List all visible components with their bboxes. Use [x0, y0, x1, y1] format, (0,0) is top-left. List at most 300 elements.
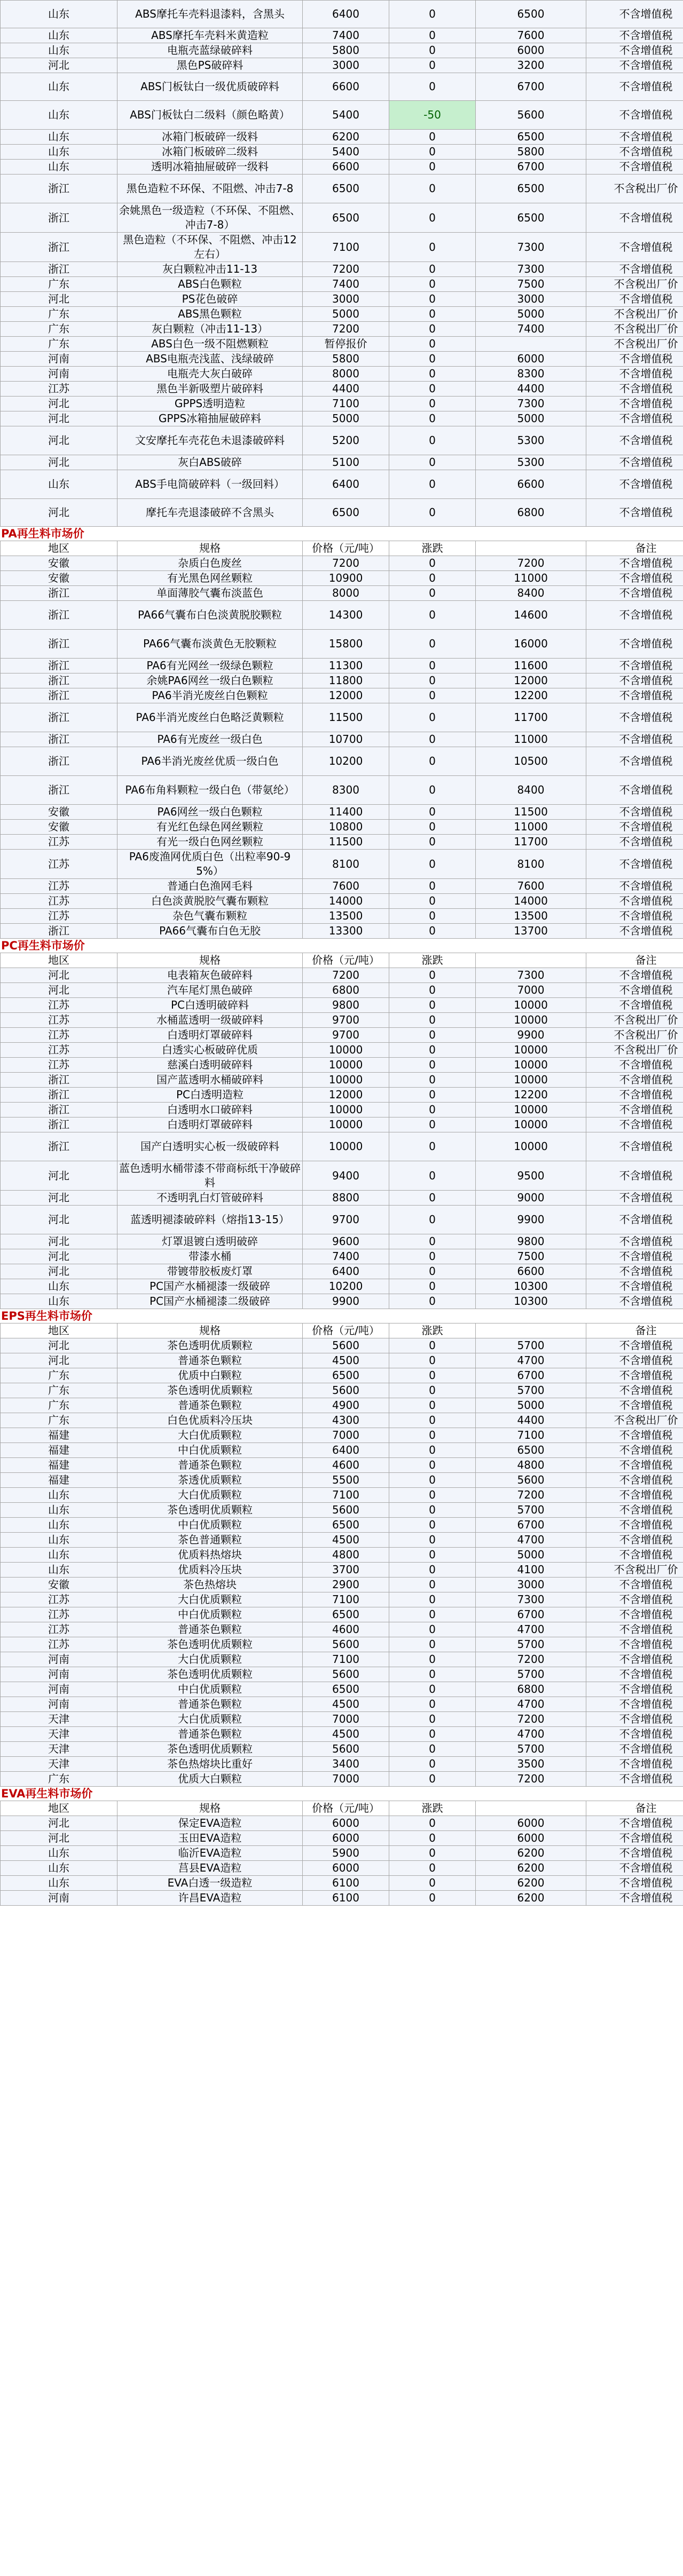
table-row: [1, 1578, 683, 1592]
table-row: [1, 1353, 683, 1368]
cell-price: 7400: [303, 1249, 389, 1264]
cell-note: 不含增值税: [586, 835, 683, 850]
cell-region: 山东: [1, 1294, 117, 1309]
cell-price: 11500: [303, 703, 389, 732]
cell-region: 浙江: [1, 924, 117, 939]
cell-price: 5800: [303, 352, 389, 367]
cell-change: 0: [389, 397, 476, 411]
cell-change: 0: [389, 1043, 476, 1058]
cell-change: 0: [389, 1622, 476, 1637]
table-row: [1, 703, 683, 732]
cell-note: 不含增值税: [586, 747, 683, 776]
table-header-row: [1, 541, 683, 556]
cell-price: 4900: [303, 1398, 389, 1413]
cell-spec: GPPS冰箱抽屉破碎料: [117, 411, 303, 426]
cell-price: 3700: [303, 1563, 389, 1578]
cell-spec: 透明冰箱抽屉破碎一级料: [117, 160, 303, 175]
cell-spec: 大白优质颗粒: [117, 1712, 303, 1727]
cell-prev: 12000: [476, 673, 586, 688]
cell-prev: 10000: [476, 998, 586, 1013]
cell-prev: 8100: [476, 850, 586, 879]
cell-region: 江苏: [1, 382, 117, 397]
cell-region: 山东: [1, 160, 117, 175]
cell-change: 0: [389, 601, 476, 630]
cell-price: 5600: [303, 1637, 389, 1652]
cell-change: 0: [389, 175, 476, 203]
cell-region: 山东: [1, 1861, 117, 1876]
cell-change: 0: [389, 1294, 476, 1309]
cell-prev: 7300: [476, 262, 586, 277]
cell-spec: 茶色透明优质颗粒: [117, 1637, 303, 1652]
cell-price: 2900: [303, 1578, 389, 1592]
table-row: [1, 160, 683, 175]
cell-price: 10900: [303, 571, 389, 586]
cell-price: 12000: [303, 688, 389, 703]
cell-price: 暂停报价: [303, 337, 389, 352]
table-row: [1, 1637, 683, 1652]
cell-change: 0: [389, 1264, 476, 1279]
cell-prev: 12200: [476, 688, 586, 703]
cell-prev: 13500: [476, 909, 586, 924]
cell-prev: 10000: [476, 1058, 586, 1073]
cell-spec: 白透明灯罩破碎料: [117, 1028, 303, 1043]
table-row: [1, 998, 683, 1013]
cell-prev: 4700: [476, 1727, 586, 1742]
cell-note: 不含增值税: [586, 1249, 683, 1264]
cell-region: 天津: [1, 1712, 117, 1727]
cell-price: 6000: [303, 1816, 389, 1831]
section-title: EPS再生料市场价: [1, 1310, 92, 1322]
cell-region: 河北: [1, 1161, 117, 1191]
table-row: [1, 1742, 683, 1757]
table-row: [1, 1279, 683, 1294]
cell-note: 不含增值税: [586, 1772, 683, 1787]
cell-prev: 4700: [476, 1622, 586, 1637]
table-row: [1, 1458, 683, 1473]
table-row: [1, 397, 683, 411]
cell-spec: 茶色透明优质颗粒: [117, 1503, 303, 1518]
cell-note: 不含增值税: [586, 470, 683, 499]
cell-change: 0: [389, 382, 476, 397]
cell-note: 不含增值税: [586, 1876, 683, 1891]
cell-change: 0: [389, 1518, 476, 1533]
cell-prev: 4700: [476, 1697, 586, 1712]
cell-region: 福建: [1, 1473, 117, 1488]
cell-spec: ABS电瓶壳浅蓝、浅绿破碎: [117, 352, 303, 367]
table-row: [1, 850, 683, 879]
cell-spec: 大白优质颗粒: [117, 1592, 303, 1607]
cell-change: 0: [389, 233, 476, 262]
cell-note: 不含增值税: [586, 455, 683, 470]
cell-change: 0: [389, 1861, 476, 1876]
cell-prev: 11500: [476, 805, 586, 820]
table-row: [1, 1191, 683, 1206]
cell-price: 9700: [303, 1028, 389, 1043]
cell-change: 0: [389, 1488, 476, 1503]
cell-spec: 冰箱门板破碎二级料: [117, 145, 303, 160]
cell-prev: 5300: [476, 426, 586, 455]
cell-change: 0: [389, 1, 476, 28]
table-row: [1, 586, 683, 601]
cell-prev: 9000: [476, 1191, 586, 1206]
cell-region: 浙江: [1, 1132, 117, 1161]
cell-region: 河南: [1, 1667, 117, 1682]
cell-price: 6200: [303, 130, 389, 145]
cell-price: 5000: [303, 307, 389, 322]
cell-price: 6400: [303, 1264, 389, 1279]
table-row: [1, 1428, 683, 1443]
cell-note: 不含增值税: [586, 426, 683, 455]
cell-region: 江苏: [1, 1013, 117, 1028]
cell-change: 0: [389, 307, 476, 322]
cell-spec: PA6废渔网优质白色（出粒率90-95%）: [117, 850, 303, 879]
table-row: [1, 909, 683, 924]
cell-prev: 6000: [476, 43, 586, 58]
table-row: [1, 277, 683, 292]
cell-note: 不含增值税: [586, 1161, 683, 1191]
cell-spec: 大白优质颗粒: [117, 1488, 303, 1503]
cell-prev: 6700: [476, 1518, 586, 1533]
cell-spec: 灰白颗粒（冲击11-13）: [117, 322, 303, 337]
cell-price: 6500: [303, 1607, 389, 1622]
cell-prev: 6200: [476, 1891, 586, 1906]
cell-region: 河北: [1, 411, 117, 426]
cell-region: 江苏: [1, 879, 117, 894]
cell-price: 3000: [303, 292, 389, 307]
cell-spec: 茶色透明优质颗粒: [117, 1742, 303, 1757]
cell-price: 8800: [303, 1191, 389, 1206]
cell-change: 0: [389, 1831, 476, 1846]
cell-prev: 6000: [476, 352, 586, 367]
cell-region: 山东: [1, 1563, 117, 1578]
cell-spec: 大白优质颗粒: [117, 1652, 303, 1667]
cell-price: 3400: [303, 1757, 389, 1772]
cell-change: 0: [389, 1816, 476, 1831]
cell-change: 0: [389, 1458, 476, 1473]
cell-region: 山东: [1, 43, 117, 58]
table-row: [1, 470, 683, 499]
cell-prev: 5700: [476, 1667, 586, 1682]
cell-note: 不含增值税: [586, 130, 683, 145]
table-row: [1, 233, 683, 262]
cell-spec: 灯罩退镀白透明破碎: [117, 1234, 303, 1249]
cell-prev: 11000: [476, 732, 586, 747]
table-row: [1, 352, 683, 367]
table-row: [1, 1622, 683, 1637]
cell-price: 10000: [303, 1132, 389, 1161]
cell-change: 0: [389, 337, 476, 352]
cell-prev: 4700: [476, 1533, 586, 1548]
table-row: [1, 1682, 683, 1697]
cell-price: 10000: [303, 1073, 389, 1088]
header-change: 涨跌: [389, 541, 476, 556]
cell-region: 浙江: [1, 233, 117, 262]
header-prev: [476, 1323, 586, 1338]
cell-spec: 许昌EVA造粒: [117, 1891, 303, 1906]
cell-region: 河北: [1, 1206, 117, 1234]
cell-spec: 汽车尾灯黑色破碎: [117, 983, 303, 998]
cell-change: 0: [389, 1413, 476, 1428]
cell-note: 不含增值税: [586, 1831, 683, 1846]
cell-price: 7200: [303, 322, 389, 337]
cell-prev: 7000: [476, 983, 586, 998]
cell-note: 不含增值税: [586, 1652, 683, 1667]
cell-change: 0: [389, 894, 476, 909]
cell-spec: PC白透明造粒: [117, 1088, 303, 1103]
cell-region: 河北: [1, 1249, 117, 1264]
cell-price: 5400: [303, 145, 389, 160]
cell-region: 河南: [1, 367, 117, 382]
cell-note: 不含税出厂价: [586, 337, 683, 352]
cell-change: -50: [389, 101, 476, 130]
cell-spec: 普通茶色颗粒: [117, 1353, 303, 1368]
cell-price: 10000: [303, 1117, 389, 1132]
cell-region: 福建: [1, 1443, 117, 1458]
header-spec: 规格: [117, 1801, 303, 1816]
cell-prev: 7500: [476, 277, 586, 292]
cell-note: 不含增值税: [586, 1353, 683, 1368]
cell-spec: 电表箱灰色破碎料: [117, 968, 303, 983]
cell-spec: 保定EVA造粒: [117, 1816, 303, 1831]
cell-price: 6600: [303, 73, 389, 101]
cell-note: 不含增值税: [586, 968, 683, 983]
cell-spec: 优质大白颗粒: [117, 1772, 303, 1787]
cell-note: 不含增值税: [586, 1206, 683, 1234]
table-row: [1, 1443, 683, 1458]
cell-note: 不含增值税: [586, 28, 683, 43]
cell-prev: 10500: [476, 747, 586, 776]
cell-change: 0: [389, 1742, 476, 1757]
cell-prev: 6700: [476, 160, 586, 175]
cell-region: 浙江: [1, 776, 117, 805]
table-row: [1, 426, 683, 455]
cell-prev: 5700: [476, 1742, 586, 1757]
cell-change: 0: [389, 1161, 476, 1191]
table-row: [1, 1398, 683, 1413]
cell-region: 河北: [1, 1264, 117, 1279]
cell-note: 不含增值税: [586, 1058, 683, 1073]
table-row: [1, 1206, 683, 1234]
cell-note: 不含增值税: [586, 983, 683, 998]
cell-region: 广东: [1, 277, 117, 292]
cell-region: 浙江: [1, 175, 117, 203]
cell-region: 浙江: [1, 673, 117, 688]
cell-region: 江苏: [1, 1607, 117, 1622]
cell-change: 0: [389, 1697, 476, 1712]
cell-prev: 7200: [476, 1712, 586, 1727]
cell-change: 0: [389, 1473, 476, 1488]
cell-price: 10700: [303, 732, 389, 747]
table-row: [1, 382, 683, 397]
cell-spec: PC国产水桶褪漆二级破碎: [117, 1294, 303, 1309]
cell-spec: 文安摩托车壳花色未退漆破碎料: [117, 426, 303, 455]
cell-price: 6500: [303, 1682, 389, 1697]
cell-prev: 4400: [476, 382, 586, 397]
cell-prev: 7200: [476, 556, 586, 571]
table-row: [1, 1712, 683, 1727]
cell-note: 不含增值税: [586, 1279, 683, 1294]
cell-price: 6800: [303, 983, 389, 998]
cell-spec: 水桶蓝透明一级破碎料: [117, 1013, 303, 1028]
cell-note: 不含增值税: [586, 1578, 683, 1592]
cell-change: 0: [389, 1592, 476, 1607]
cell-prev: 7200: [476, 1652, 586, 1667]
cell-price: 4600: [303, 1622, 389, 1637]
cell-price: 5600: [303, 1503, 389, 1518]
cell-prev: 12200: [476, 1088, 586, 1103]
cell-spec: 普通茶色颗粒: [117, 1398, 303, 1413]
cell-region: 天津: [1, 1742, 117, 1757]
cell-region: 安徽: [1, 571, 117, 586]
cell-change: 0: [389, 411, 476, 426]
cell-note: 不含增值税: [586, 101, 683, 130]
cell-note: 不含税出厂价: [586, 322, 683, 337]
cell-price: 8100: [303, 850, 389, 879]
cell-spec: 中白优质颗粒: [117, 1443, 303, 1458]
cell-change: 0: [389, 835, 476, 850]
cell-region: 广东: [1, 1398, 117, 1413]
cell-note: 不含增值税: [586, 73, 683, 101]
cell-prev: 10000: [476, 1013, 586, 1028]
cell-prev: 5700: [476, 1503, 586, 1518]
cell-change: 0: [389, 1249, 476, 1264]
cell-region: 山东: [1, 1488, 117, 1503]
cell-price: 4500: [303, 1533, 389, 1548]
cell-note: 不含增值税: [586, 58, 683, 73]
table-row: [1, 1891, 683, 1906]
cell-price: 5400: [303, 101, 389, 130]
cell-spec: ABS摩托车壳料米黄造粒: [117, 28, 303, 43]
table-row: [1, 1846, 683, 1861]
cell-prev: 5700: [476, 1383, 586, 1398]
table-row: [1, 1533, 683, 1548]
cell-region: 河北: [1, 1353, 117, 1368]
cell-note: 不含增值税: [586, 1132, 683, 1161]
cell-spec: 中白优质颗粒: [117, 1607, 303, 1622]
cell-change: 0: [389, 1206, 476, 1234]
table-row: [1, 820, 683, 835]
cell-spec: PC白透明破碎料: [117, 998, 303, 1013]
table-row: [1, 1518, 683, 1533]
cell-note: 不含增值税: [586, 1473, 683, 1488]
cell-change: 0: [389, 805, 476, 820]
cell-change: 0: [389, 747, 476, 776]
cell-note: 不含增值税: [586, 586, 683, 601]
cell-note: 不含税出厂价: [586, 1413, 683, 1428]
cell-note: 不含增值税: [586, 1727, 683, 1742]
cell-spec: 不透明乳白灯管破碎料: [117, 1191, 303, 1206]
cell-price: 6000: [303, 1861, 389, 1876]
section-title: EVA再生料市场价: [1, 1787, 93, 1800]
cell-prev: 7300: [476, 233, 586, 262]
cell-region: 广东: [1, 1368, 117, 1383]
table-row: [1, 145, 683, 160]
cell-prev: 11600: [476, 659, 586, 673]
cell-region: 江苏: [1, 835, 117, 850]
cell-note: 不含增值税: [586, 1398, 683, 1413]
cell-price: 5600: [303, 1667, 389, 1682]
cell-region: 浙江: [1, 688, 117, 703]
cell-prev: 8300: [476, 367, 586, 382]
cell-spec: PA6有光废丝一级白色: [117, 732, 303, 747]
cell-note: 不含增值税: [586, 776, 683, 805]
cell-region: 广东: [1, 1383, 117, 1398]
cell-price: 7000: [303, 1428, 389, 1443]
cell-spec: 黑色半新吸塑片破碎料: [117, 382, 303, 397]
section-title: PA再生料市场价: [1, 527, 84, 540]
cell-spec: 杂质白色废丝: [117, 556, 303, 571]
cell-price: 5500: [303, 1473, 389, 1488]
cell-region: 山东: [1, 28, 117, 43]
table-row: [1, 337, 683, 352]
cell-price: 5600: [303, 1383, 389, 1398]
cell-price: 6100: [303, 1876, 389, 1891]
cell-price: 6400: [303, 1, 389, 28]
cell-price: 6500: [303, 499, 389, 527]
cell-spec: PA6有光网丝一级绿色颗粒: [117, 659, 303, 673]
table-row: [1, 101, 683, 130]
cell-note: 不含增值税: [586, 850, 683, 879]
table-row: [1, 1234, 683, 1249]
cell-note: 不含增值税: [586, 1368, 683, 1383]
cell-price: 7100: [303, 1592, 389, 1607]
cell-region: 江苏: [1, 1622, 117, 1637]
price-table: [0, 0, 683, 527]
cell-price: 5600: [303, 1742, 389, 1757]
table-row: [1, 835, 683, 850]
cell-spec: 有光红色绿色网丝颗粒: [117, 820, 303, 835]
table-row: [1, 1592, 683, 1607]
header-price: 价格（元/吨）: [303, 1323, 389, 1338]
cell-price: 9600: [303, 1234, 389, 1249]
cell-change: 0: [389, 1191, 476, 1206]
cell-region: 天津: [1, 1727, 117, 1742]
cell-region: 浙江: [1, 732, 117, 747]
cell-prev: 9900: [476, 1206, 586, 1234]
cell-note: 不含税出厂价: [586, 1563, 683, 1578]
cell-price: 4800: [303, 1548, 389, 1563]
table-row: [1, 673, 683, 688]
cell-region: 山东: [1, 145, 117, 160]
cell-change: 0: [389, 28, 476, 43]
header-spec: 规格: [117, 541, 303, 556]
cell-prev: 11000: [476, 571, 586, 586]
cell-change: 0: [389, 924, 476, 939]
cell-region: 山东: [1, 1846, 117, 1861]
cell-change: 0: [389, 1637, 476, 1652]
table-row: [1, 1488, 683, 1503]
cell-prev: 10000: [476, 1117, 586, 1132]
cell-note: 不含增值税: [586, 1712, 683, 1727]
table-row: [1, 556, 683, 571]
cell-prev: 4100: [476, 1563, 586, 1578]
table-row: [1, 1652, 683, 1667]
cell-note: 不含税出厂价: [586, 1043, 683, 1058]
cell-price: 10200: [303, 1279, 389, 1294]
cell-region: 河北: [1, 397, 117, 411]
table-header-row: [1, 1323, 683, 1338]
cell-price: 6500: [303, 1518, 389, 1533]
cell-price: 8000: [303, 367, 389, 382]
header-region: 地区: [1, 953, 117, 968]
table-row: [1, 1161, 683, 1191]
table-row: [1, 175, 683, 203]
cell-prev: 6700: [476, 1607, 586, 1622]
cell-spec: 黑色造粒（不环保、不阻燃、冲击12左右）: [117, 233, 303, 262]
cell-change: 0: [389, 1846, 476, 1861]
cell-spec: PA6布角料颗粒一级白色（带氨纶）: [117, 776, 303, 805]
header-price: 价格（元/吨）: [303, 541, 389, 556]
